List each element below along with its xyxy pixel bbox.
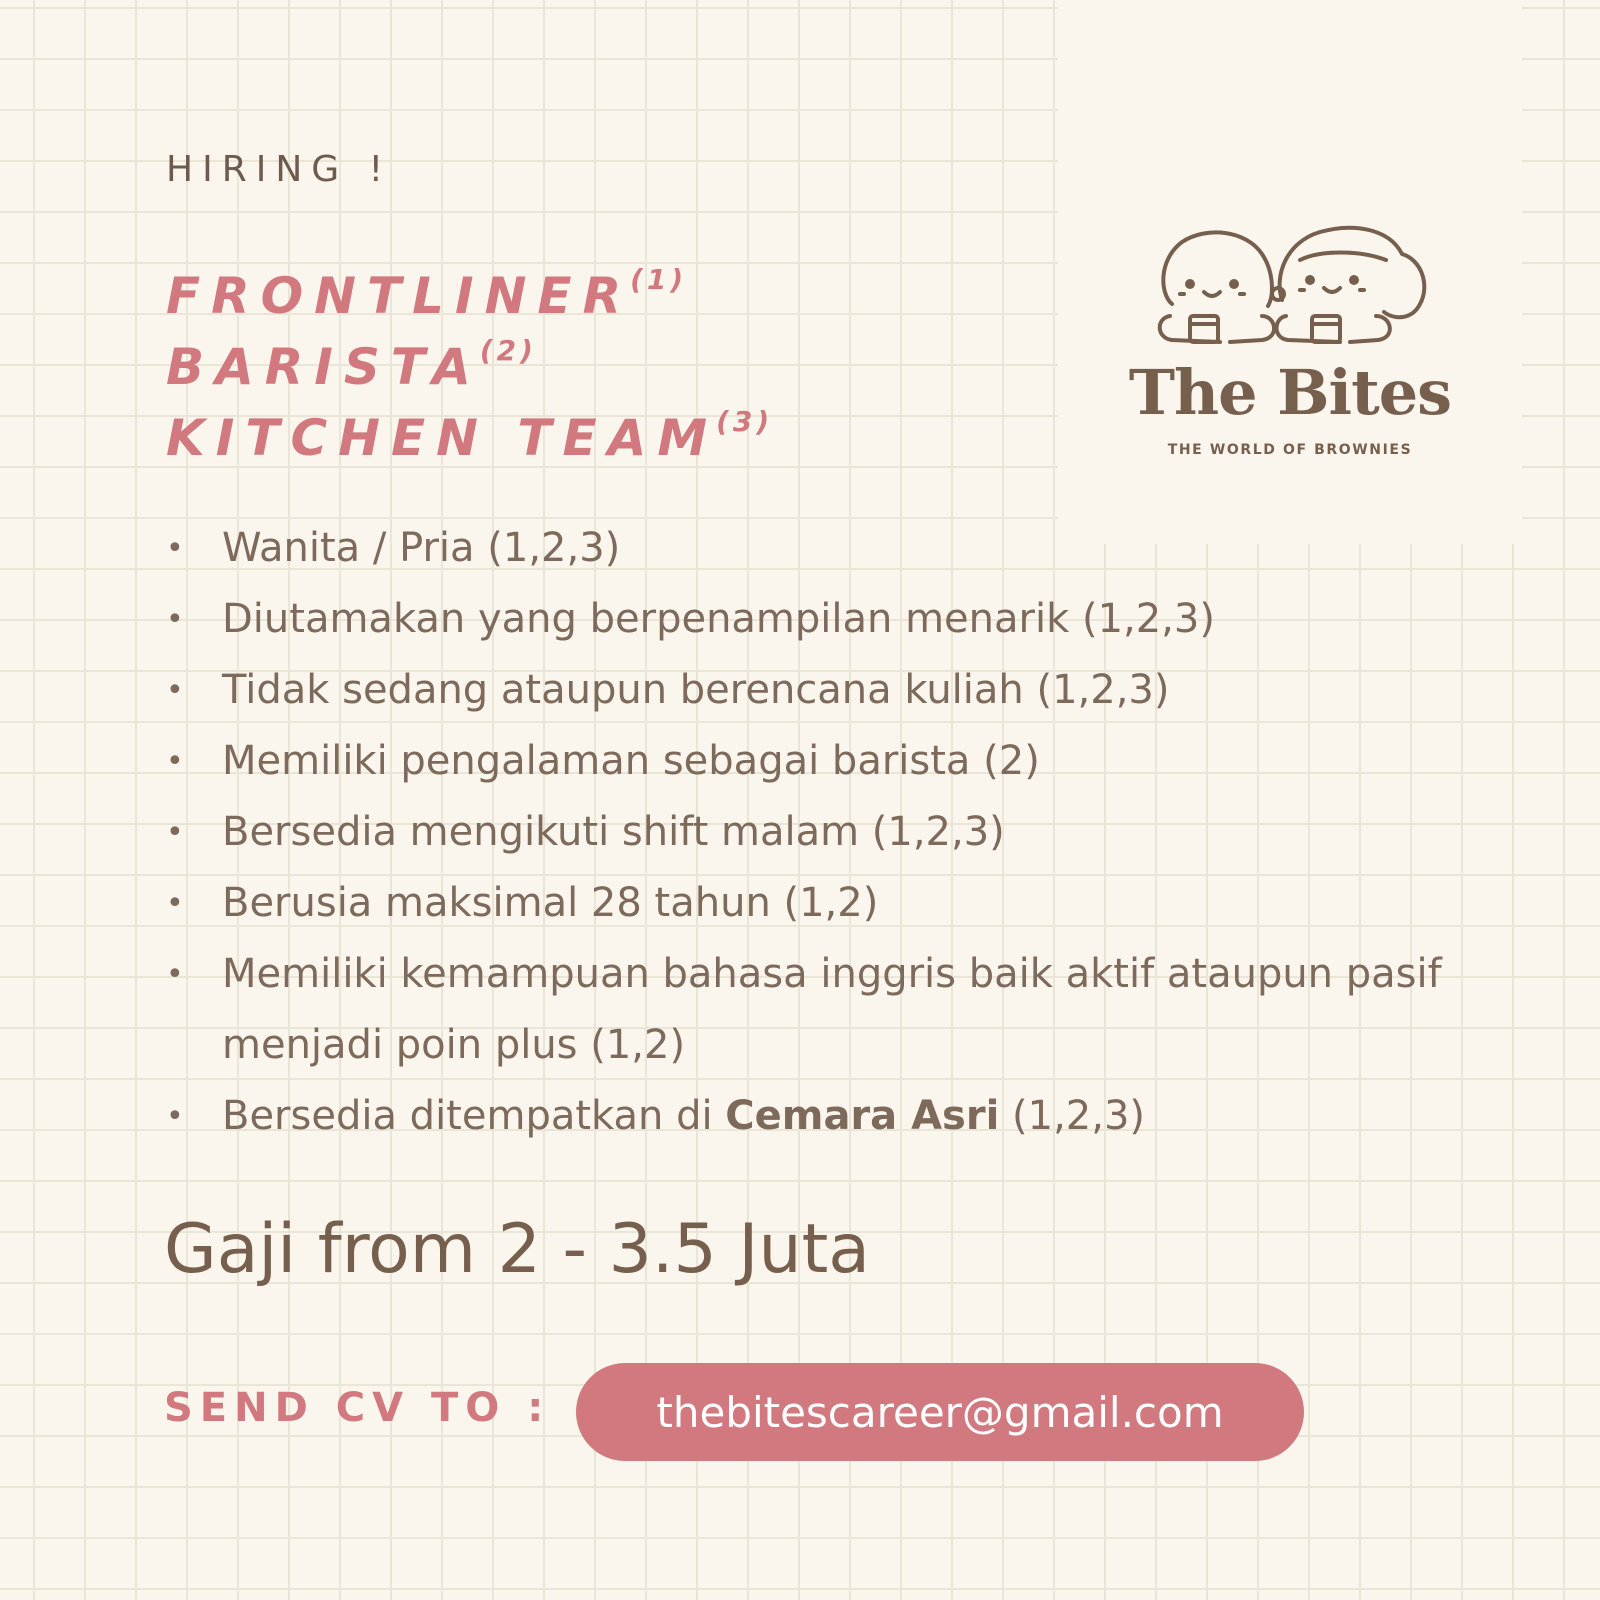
position-marker: (2) (479, 334, 537, 367)
position-kitchen-team (166, 386, 774, 467)
requirement-item (162, 726, 1502, 797)
requirement-text: Wanita / Pria (1,2,3) (222, 525, 621, 571)
send-cv-label: SEND CV TO : (164, 1385, 551, 1431)
requirement-text: Bersedia ditempatkan di (222, 1093, 726, 1139)
brand-tagline: THE WORLD OF BROWNIES (1167, 442, 1413, 458)
brownie-mascots-icon (1150, 220, 1440, 360)
requirements-list (162, 513, 1502, 1152)
requirement-item (162, 939, 1502, 1081)
position-title: FRONTLINER (166, 267, 633, 325)
requirement-text: Bersedia mengikuti shift malam (1,2,3) (222, 809, 1005, 855)
bullet-icon: • (166, 744, 184, 779)
email-pill[interactable] (576, 1363, 1304, 1461)
email-address[interactable]: thebitescareer@gmail.com (656, 1387, 1224, 1437)
requirement-text: Memiliki kemampuan bahasa inggris baik aktif ataupun pasif menjadi poin plus (1,2) (222, 951, 1442, 1068)
requirement-item (162, 868, 1502, 939)
position-title: BARISTA (166, 338, 482, 396)
position-marker: (3) (716, 405, 774, 438)
bullet-icon: • (166, 957, 184, 992)
bullet-icon: • (166, 673, 184, 708)
requirement-item (162, 655, 1502, 726)
requirement-text: Diutamakan yang berpenampilan menarik (1,2,3) (222, 596, 1215, 642)
bullet-icon: • (166, 815, 184, 850)
position-title: KITCHEN TEAM (166, 409, 719, 467)
position-barista (166, 315, 773, 396)
bullet-icon: • (166, 886, 184, 921)
position-frontliner (166, 244, 773, 325)
positions-list (166, 244, 774, 467)
bullet-icon: • (166, 602, 184, 637)
hiring-label: HIRING ! (166, 149, 393, 190)
bullet-icon: • (166, 531, 184, 566)
requirement-text: (1,2,3) (999, 1093, 1145, 1139)
requirement-item (162, 797, 1502, 868)
location-name: Cemara Asri (725, 1093, 1000, 1139)
position-marker: (1) (630, 263, 688, 296)
requirement-text: Tidak sedang ataupun berencana kuliah (1,2,3) (222, 667, 1170, 713)
requirement-item (162, 584, 1502, 655)
requirement-item (162, 1081, 1502, 1152)
requirement-text: Memiliki pengalaman sebagai barista (2) (222, 738, 1040, 784)
bullet-icon: • (166, 1099, 184, 1134)
requirement-item (162, 513, 1502, 584)
salary-text: Gaji from 2 - 3.5 Juta (164, 1210, 870, 1289)
requirement-text: Berusia maksimal 28 tahun (1,2) (222, 880, 879, 926)
brand-name: The Bites (1128, 356, 1452, 429)
